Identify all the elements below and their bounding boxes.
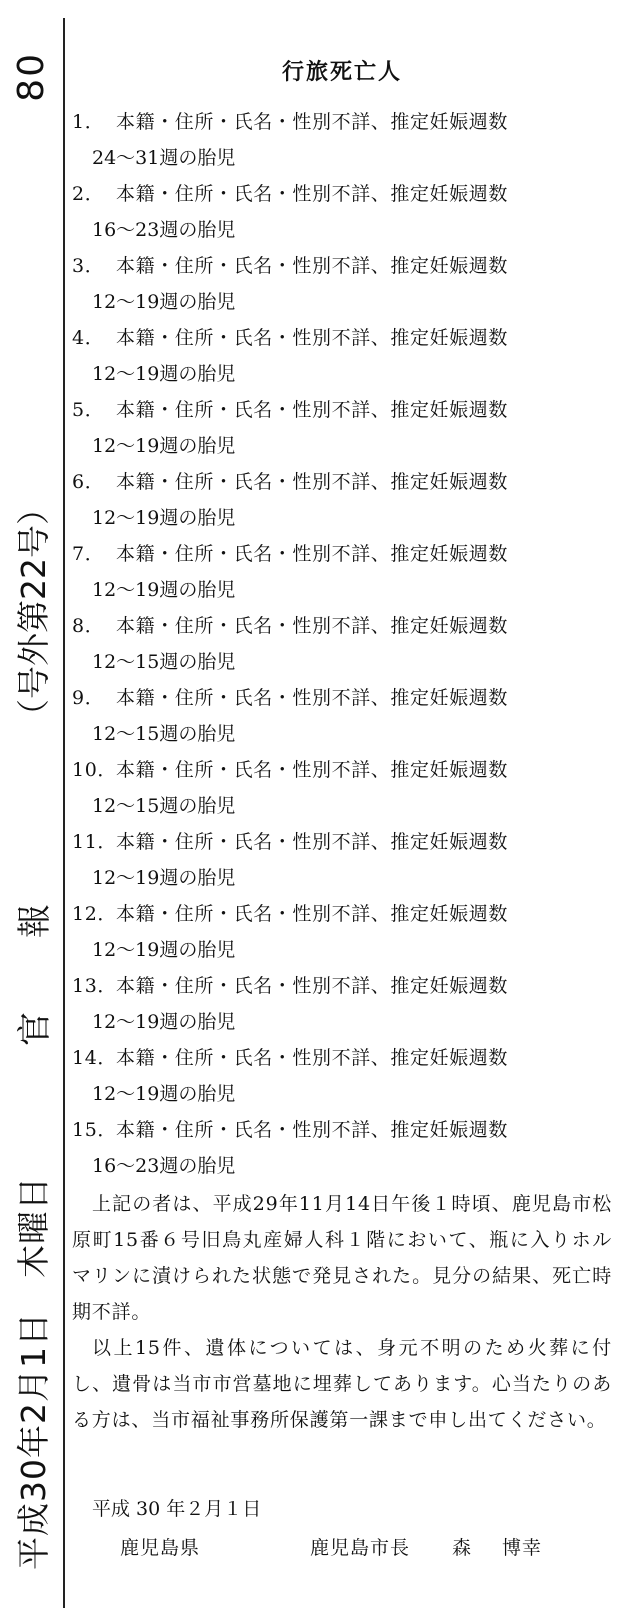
disposition-paragraph: 以上15件、遺体については、身元不明のため火葬に付し、遺骨は当市市営墓地に埋葬してあります。心当たりのある方は、当市福祉事務所保護第一課まで申し出てください。 [72, 1337, 612, 1431]
mayor-surname: 森 [452, 1537, 473, 1559]
entry-description: 本籍・住所・氏名・性別不詳、推定妊娠週数 [116, 471, 509, 493]
header-issue-number: （号外第22号） [13, 492, 53, 733]
entry-gestation: 12～19週の胎児 [92, 939, 236, 961]
list-item [72, 320, 612, 392]
entry-list [72, 104, 612, 1184]
notice-date: 平成 30 年２月１日 [92, 1498, 262, 1520]
list-item [72, 176, 612, 248]
entry-gestation: 12～15週の胎児 [92, 795, 236, 817]
list-item [72, 896, 612, 968]
mayor-given-name: 博幸 [502, 1537, 543, 1559]
entry-gestation: 12～15週の胎児 [92, 723, 236, 745]
entry-description: 本籍・住所・氏名・性別不詳、推定妊娠週数 [116, 615, 509, 637]
entry-gestation: 12～19週の胎児 [92, 291, 236, 313]
list-item [72, 104, 612, 176]
header-date: 平成30年2月1日 木曜日 [13, 1176, 53, 1570]
list-item [72, 824, 612, 896]
entry-gestation: 16～23週の胎児 [92, 1155, 236, 1177]
entry-number: 3． [72, 255, 105, 277]
entry-number: 2． [72, 183, 105, 205]
entry-number: 5． [72, 399, 105, 421]
list-item [72, 680, 612, 752]
entry-description: 本籍・住所・氏名・性別不詳、推定妊娠週数 [116, 831, 509, 853]
entry-gestation: 12～19週の胎児 [92, 435, 236, 457]
entry-number: 14． [72, 1047, 117, 1069]
entry-number: 10． [72, 759, 117, 781]
entry-number: 8． [72, 615, 105, 637]
entry-number: 9． [72, 687, 105, 709]
entry-description: 本籍・住所・氏名・性別不詳、推定妊娠週数 [116, 975, 509, 997]
entry-description: 本籍・住所・氏名・性別不詳、推定妊娠週数 [116, 1119, 509, 1141]
list-item [72, 536, 612, 608]
list-item [72, 1112, 612, 1184]
mayor-title: 鹿児島市長 [310, 1537, 411, 1559]
entry-description: 本籍・住所・氏名・性別不詳、推定妊娠週数 [116, 255, 509, 277]
entry-description: 本籍・住所・氏名・性別不詳、推定妊娠週数 [116, 111, 509, 133]
prefecture-name: 鹿児島県 [120, 1537, 201, 1559]
list-item [72, 248, 612, 320]
notice-title: 行旅死亡人 [281, 60, 402, 85]
entry-description: 本籍・住所・氏名・性別不詳、推定妊娠週数 [116, 1047, 509, 1069]
entry-gestation: 12～19週の胎児 [92, 1083, 236, 1105]
entry-description: 本籍・住所・氏名・性別不詳、推定妊娠週数 [116, 183, 509, 205]
entry-gestation: 24～31週の胎児 [92, 147, 236, 169]
list-item [72, 968, 612, 1040]
list-item [72, 1040, 612, 1112]
entry-number: 12． [72, 903, 117, 925]
entry-description: 本籍・住所・氏名・性別不詳、推定妊娠週数 [116, 687, 509, 709]
entry-gestation: 12～19週の胎児 [92, 1011, 236, 1033]
header-paper-name: 官 報 [14, 902, 55, 1047]
entry-gestation: 12～19週の胎児 [92, 363, 236, 385]
list-item [72, 608, 612, 680]
entry-gestation: 12～19週の胎児 [92, 579, 236, 601]
entry-gestation: 12～15週の胎児 [92, 651, 236, 673]
entry-description: 本籍・住所・氏名・性別不詳、推定妊娠週数 [116, 327, 509, 349]
entry-gestation: 16～23週の胎児 [92, 219, 236, 241]
page-header [6, 30, 56, 1590]
entry-gestation: 12～19週の胎児 [92, 867, 236, 889]
entry-description: 本籍・住所・氏名・性別不詳、推定妊娠週数 [116, 759, 509, 781]
entry-number: 13． [72, 975, 117, 997]
entry-number: 7． [72, 543, 105, 565]
page-header-strip [0, 0, 62, 1620]
entry-number: 15． [72, 1119, 117, 1141]
entry-number: 4． [72, 327, 105, 349]
signature-block [72, 1530, 612, 1566]
entry-description: 本籍・住所・氏名・性別不詳、推定妊娠週数 [116, 903, 509, 925]
list-item [72, 752, 612, 824]
header-page-number: 80 [10, 52, 52, 102]
notice-body [72, 1186, 612, 1438]
entry-number: 1． [72, 111, 105, 133]
list-item [72, 392, 612, 464]
notice-column [72, 0, 612, 1620]
entry-description: 本籍・住所・氏名・性別不詳、推定妊娠週数 [116, 399, 509, 421]
column-divider [63, 18, 65, 1608]
entry-number: 11． [72, 831, 117, 853]
entry-description: 本籍・住所・氏名・性別不詳、推定妊娠週数 [116, 543, 509, 565]
discovery-paragraph: 上記の者は、平成29年11月14日午後１時頃、鹿児島市松原町15番６号旧鳥丸産婦人科１階において、瓶に入りホルマリンに漬けられた状態で発見された。見分の結果、死亡時期不詳。 [72, 1193, 612, 1323]
entry-number: 6． [72, 471, 105, 493]
entry-gestation: 12～19週の胎児 [92, 507, 236, 529]
list-item [72, 464, 612, 536]
